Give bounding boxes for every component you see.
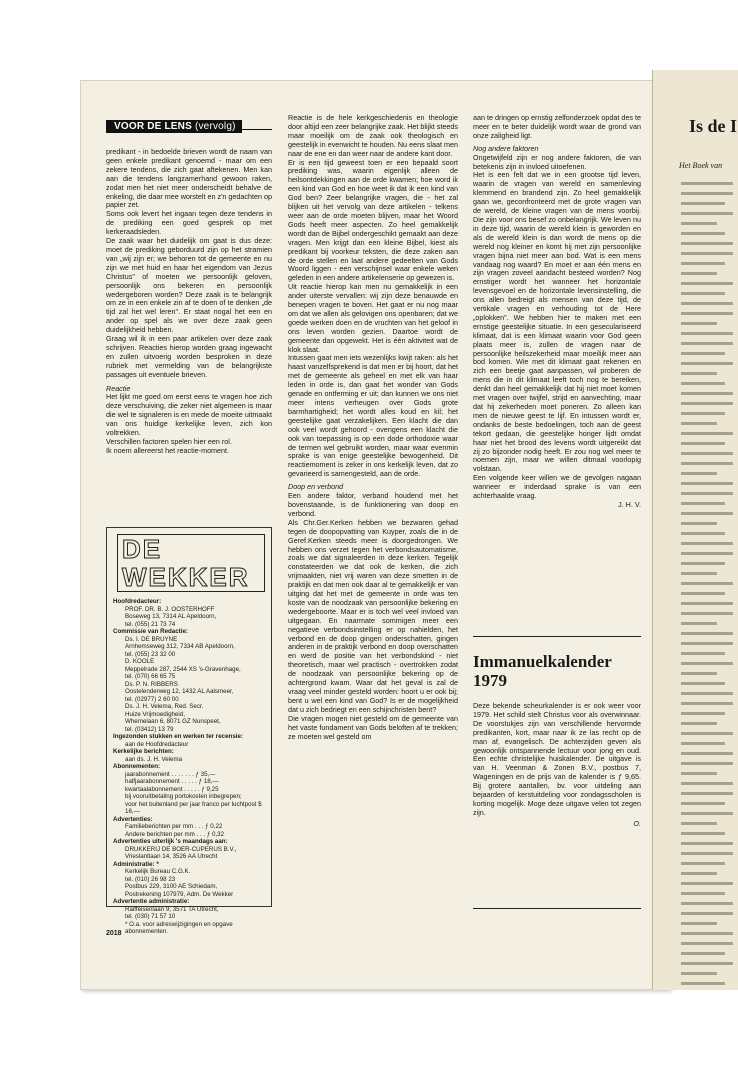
paragraph: Als Chr.Ger.Kerken hebben we bezwaren gehad tegen de doopopvatting van Kuyper, zoals die in de Geref.Kerken steeds meer is doorgedrongen. We hebben ons verzet tegen het verbondsautomatisme, zoals we dat signaleerden in deze kerken. Tegelijk constateerden we dat ook de kerken, die zich vrijmaakten, niet vrij waren van deze smetten in de praktijk en dat men ook daar al te gemakkelijk er van uitging dat het met de gemeente in orde was ten koste van de noodzaak van persoonlijke bekering en wedergeboorte. Maar er is toch wel veel invloed van uitgegaan. En naarmate sommigen meer een negatieve verbondsinstelling er op nahielden, het verbond en de doop gingen onderschatten, gingen anderen in de praktijk verbond en doop overschatten en werd de positie van het verbondskind - niet theoretisch, maar wel practisch - overtrokken zodat de noodzaak van persoonlijke bekering op de achtergrond kwam. Waar dat het geval is zal de vraag veel minder gesteld worden: hoort u er ook bij; bent u wel een kind van God? Is er de mogelijkheid dat u zich bedriegt en een schijnchristen bent? (288, 517, 458, 714)
colophon-line: tel. (030) 71 57 10 (125, 913, 176, 920)
column-1 (106, 148, 272, 456)
author-signature: O. (633, 818, 641, 828)
paragraph: Het is een felt dat we in een grootse tijd leven, waarin de vragen van wereld en samenleving klemmend en brandend zijn. Zo heel gemakkelijk gaan we, geconfronteerd met de grote vragen van de wereld, de kleine vragen van de mens voorbij. Die zijn voor ons besef zo onbelangrijk. We leven nu in deze tijd, waarin de wereld klein is geworden en als de wereld klein is dan wordt de mens op die wereld nog kleiner en komt hij met zijn persoonlijke vragen bijna niet meer aan bod. Wat is een mens vandaag nog waard? En moet er aan één mens en zijn vragen zoveel aandacht besteed worden? Nog ernstiger wordt het wanneer het horizontale levensgevoel en de horizontale levensinstelling, die ons allen bedreigt als mensen van deze tijd, de vertikale vragen en verhouding tot de Here „oplokken". We hebben hier te maken met een ernstige geestelijke situatie. In een geseculariseerd klimaat, dat is een klimaat waarin voor God geen plaats meer is, zullen de vragen naar de persoonlijke heilszekerheid maar moeilijk meer aan bod komen. Wie met dit klimaat gaat rekenen en zich een beetje gaat aanpassen, wil proberen de mens die in dit klimaat leeft toch nog te bereiken, denkt dan heel gemakkelijk dat hij niet moet komen met vragen over twijfel, strijd en aanvechting, maar dat hij zekerheden moet poneren. Zo alleen kan men de nieuwe geest te lijf. En intussen wordt er, ondanks de beste bedoelingen, toch aan de geest tekort gedaan, die geestelijke honger lijdt omdat haar niet het brood des levens wordt uitgereikt dat zij zo bijzonder nodig heeft. Er zou nog wel meer te noemen zijn, maar we willen ditmaal voorlopig volstaan. (473, 170, 641, 474)
de-wekker-logo: DE WEKKER (117, 534, 265, 592)
paragraph: Er is een tijd geweest toen er een bepaald soort prediking was, waarin eigenlijk alleen de heilsontdekkingen aan de orde kwamen; hoe word ik een kind van God en hoe weet ik dat ik een kind van God ben? Zeer belangrijke vragen, die - het zal blijken uit het vervolg van deze artikelen - telkens weer aan de orde moeten blijven, maar het Woord Gods heeft meer aspecten. Zo heel gemakkelijk wordt dan de Bijbel ondergeschikt gemaakt aan deze vragen. Men krijgt dan een kleine Bijbel, kiest als predikant bij voorkeur teksten, die deze zaken aan de orde stellen en laat andere gedeelten van Gods Woord liggen - een verschijnsel waar enkele weken geleden in een andere artikelenserie op gewezen is. (288, 157, 458, 283)
kalender-title-year: 1979 (473, 671, 507, 690)
colophon-line: Ds. P. N. RIBBERS (125, 680, 178, 688)
colophon-line: voor het buitenland per jaar franco per luchtpost $ 16,— (125, 800, 262, 815)
next-page-edge (652, 70, 738, 990)
colophon-line: Raiffeisenlaan 9, 3571 TA Utrecht, (125, 905, 219, 913)
section-label: VOOR DE LENS (vervolg) (106, 120, 242, 133)
paragraph: Ongetwijfeld zijn er nog andere faktoren, die van betekenis zijn in invloed uitoefenen. (473, 152, 641, 171)
colophon-line: aan de Hoofdredacteur (125, 740, 189, 748)
colophon-line: Vrieslantlaan 14, 3526 AA Utrecht (125, 853, 218, 860)
colophon-line: Huize Vrijmoedigheid, (125, 710, 185, 718)
colophon-line: Meppelrade 287, 2544 XS 's-Gravenhage, (125, 665, 241, 673)
colophon-line: Familieberichten per mm . . . ƒ 0,22 (125, 823, 223, 830)
colophon-label: Kerkelijke berichten: (113, 748, 174, 755)
colophon-line: Arnhemseweg 312, 7334 AB Apeldoorn, (125, 643, 235, 650)
colophon-line: Ds. I. DE BRUYNE (125, 635, 178, 643)
paragraph: Verschillen factoren spelen hier een rol. (106, 437, 232, 446)
colophon-line: tel. (03412) 13 79 (125, 725, 174, 733)
paragraph: Die vragen mogen niet gesteld om de gemeente van het vaste fundament van Gods beloften af te trekken; ze moeten wel gesteld om (288, 713, 458, 741)
colophon-line: D. KOOLE (125, 658, 155, 665)
colophon-line: Postbus 229, 3100 AE Schiedam, (125, 883, 218, 890)
subheading: Nog andere faktoren (473, 143, 539, 153)
colophon-line: halfjaarabonnement . . . . . ƒ 18,— (125, 778, 219, 785)
colophon-label: Commissie van Redactie: (113, 628, 188, 635)
colophon-line: Postrekening 107979, Adm. De Wekker (125, 890, 234, 898)
paragraph: Uit reactie hierop kan men nu gemakkelijk in een ander uiterste vervallen: wij zijn deze benauwde en benepen vragen te boven. Het gaat er nu nog maar om dat we allen als gelovigen ons openbaren; dat we goede werken doen en de vruchten van het geloof in ons leven worden gezien. Daartoe wordt de gemeente dan opgewekt. Het is één aktiviteit wat de klok slaat. (288, 282, 458, 354)
kalender-article (473, 702, 641, 829)
kalender-title (473, 652, 641, 690)
colophon-line: bij vooruitbetaling portokosten inbegrepen; (125, 793, 242, 800)
colophon-line: Boseweg 13, 7314 AL Apeldoorn, (125, 613, 217, 620)
colophon-line: aan ds. J. H. Velema (125, 755, 183, 763)
paragraph: Soms ook levert het ingaan tegen deze tendens in de prediking een goed gesprek op met kerkeraadsleden. (106, 209, 272, 237)
author-signature: J. H. V. (618, 499, 641, 509)
colophon-line: Kerkelijk Bureau C.G.K. (125, 868, 191, 875)
colophon-label: Abonnementen: (113, 763, 161, 770)
paragraph: Een volgende keer willen we de gevolgen nagaan wanneer er inderdaad sprake is van een achterhaalde vraag. (473, 473, 641, 501)
colophon-label: Administratie: * (113, 860, 159, 868)
colophon-label: Advertenties uiterlijk 's maandags aan: (113, 838, 228, 845)
paragraph: Het lijkt me goed om eerst eens te vragen hoe zich deze verschuiving, die zeker niet algemeen is maar die wel te signaleren is en mede de moeite uitmaakt van ons huidige kerkelijke leven, zich kon voltrekken. (106, 392, 272, 438)
paragraph: Ik noem allereerst het reactie-moment. (106, 445, 230, 455)
subheading: Reactie (106, 383, 131, 393)
column-2 (288, 114, 458, 741)
paragraph: aan te dringen op ernstig zelfonderzoek opdat des te meer en te beter duidelijk wordt waar de grond van onze zaligheid ligt. (473, 113, 641, 140)
kalender-title-line: Immanuelkalender (473, 652, 612, 671)
paragraph: Een andere faktor, verband houdend met het bovenstaande, is de funktionering van doop en verbond. (288, 491, 458, 518)
next-page-subtitle: Het Boek van (679, 161, 723, 170)
colophon-line: tel. (070) 66 65 75 (125, 673, 176, 680)
next-page-text-lines (681, 182, 738, 990)
colophon-line: jaarabonnement . . . . . . . ƒ 35,— (125, 770, 216, 778)
colophon-line: tel. (02977) 2 60 00 (125, 695, 179, 703)
colophon-label: Ingezonden stukken en werken ter recensie: (113, 733, 243, 740)
page-number: 2018 (106, 930, 122, 937)
divider (473, 636, 641, 637)
section-header (106, 116, 272, 130)
colophon-line: DRUKKERIJ DE BOER-CUPERUS B.V., (125, 845, 237, 853)
colophon-label: Advertenties: (113, 815, 153, 823)
paragraph: Intussen gaat men iets wezenlijks kwijt raken: als het haast vanzelfsprekend is dat men er bij hoort, dat het met de gemeente als geheel en met elk van haar leden in orde is, dan gaat het wonder van Gods genade en ontferming er uit; dan kunnen we ons niet meer intens verheugen over Gods grote barmhartigheid; het wordt alles koud en kil; het geestelijke gaat verzakelijken. Een klacht die dan ook veel wordt gehoord - overigens een klacht die ook van toepassing is op een dode orthodoxie waar de termen wel gebruikt worden, maar waar evenmin sprake is van enige geestelijke bewogenheid. Dit reactiemoment is zeker in ons kerkelijk leven, dat zo gevarieerd is samengesteld, aan de orde. (288, 353, 458, 479)
subheading: Doop en verbond (288, 482, 344, 492)
paragraph: Reactie is de hele kerkgeschiedenis en theologie door altijd een zeer belangrijke zaak. Het blijkt steeds maar moeilijk om de zaak ook theologisch en geestelijk in evenwicht te houden. Nu eens slaat men naar de ene en dan weer naar de andere kant door. (288, 113, 458, 158)
colophon-line: kwartaalabonnement . . . . . ƒ 9,25 (125, 785, 219, 793)
divider (473, 908, 641, 909)
colophon-line: Ds. J. H. Velema, Red. Secr. (125, 703, 204, 710)
colophon-line: tel. (055) 21 73 74 (125, 620, 176, 628)
paragraph: predikant - in bedoelde brieven wordt de naam van geen enkele predikant genoemd - maar om een zekere tendens, die zich gaat aftekenen. Men kan aan die tendens langzamerhand gewoon raken, zodat men het niet meer onderscheidt behalve de enkeling, die daar mee worstelt en z'n gedachten op papier zet. (106, 147, 272, 210)
colophon-line: * O.a. voor adreswijzigingen en opgave abonnementen. (125, 920, 233, 935)
column-3 (473, 114, 641, 510)
paragraph: Graag wil ik in een paar artikelen over deze zaak schrijven. Reacties hierop worden graag ingewacht en zullen uitvoerig worden besproken in deze rubriek met vermelding van de belangrijkste passages uit eventuele brieven. (106, 334, 272, 379)
colophon-line: PROF. DR. B. J. OOSTERHOFF (125, 605, 215, 613)
colophon-label: Advertentie administratie: (113, 898, 190, 905)
next-page-title: Is de I (689, 116, 738, 136)
paragraph: De zaak waar het duidelijk om gaat is dus deze: moet de prediking geborduurd zijn op het stramien van „wij zijn er; we behoren tot de gemeente en nu zijn we met huid en haar het eigendom van Jezus Christus" of moeten we persoonlijk geloven, persoonlijk ons bekeren en persoonlijk wedergeboren worden? Deze zaak is te belangrijk om ze in een enkele zin af te doen of te denken „de tijd zal het wel leren". Er staat nogal het een en ander op spel als we over deze zaak geen duidelijkheid hebben. (106, 236, 272, 335)
colophon-line: Andere berichten per mm . . . ƒ 0,32 (125, 830, 225, 838)
colophon-label: Hoofdredacteur: (113, 598, 162, 605)
colophon-line: Oostelenderweg 12, 1432 AL Aalsmeer, (125, 688, 234, 695)
paragraph: Deze bekende scheurkalender is er ook weer voor 1979. Het schild stelt Christus voor als overwinnaar. De voorstukjes zijn van verschillende hervormde predikanten, kort, maar naar ik ze las recht op de man af, evangelisch. De achterzijden geven als gewoonlijk ontspannende lectuur voor jong en oud. Een echte christelijke huiskalender. De uitgave is van H. Veenman & Zonen B.V., postbus 7, Wageningen en de prijs van de kalender is ƒ 9,65. Bij grotere aantallen, bv. voor uitdeling aan bejaarden of kerstuitdeling voor zondagsscholen is korting mogelijk. Moge deze uitgave velen tot zegen zijn. (473, 701, 641, 817)
colophon-line: tel. (055) 23 32 00 (125, 650, 176, 658)
colophon-line: Whemelaan 6, 8071 GZ Nunspeet, (125, 718, 221, 725)
colophon-line: tel. (010) 26 98 23 (125, 875, 176, 883)
